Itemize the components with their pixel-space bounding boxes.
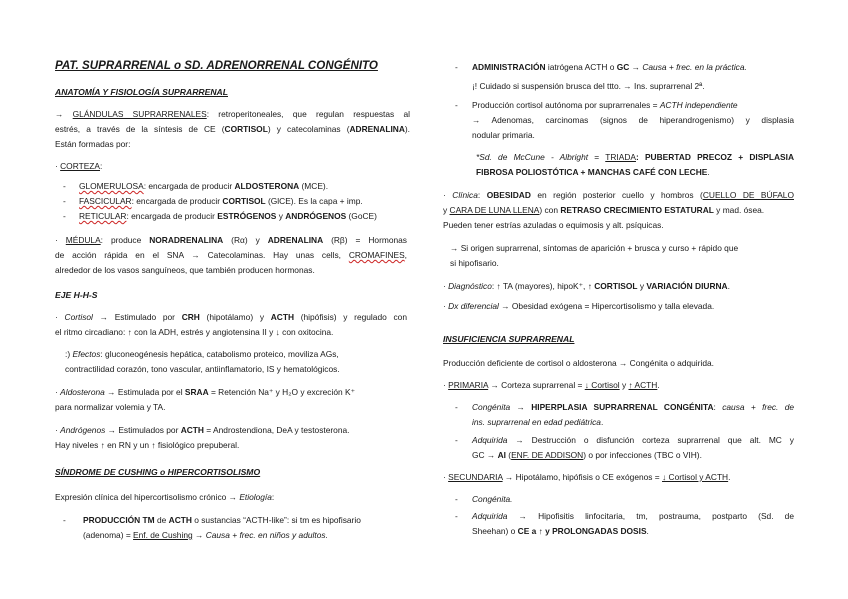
aldosterona-line-2: para normalizar volemia y TA. (55, 402, 166, 412)
produccion-line-1: PRODUCCIÓN TM de ACTH o sustancias “ACTH-like”: si tm es hipofisario (83, 515, 361, 525)
page-title: PAT. SUPRARRENAL o SD. ADRENORRENAL CONGÉNITO (55, 59, 378, 72)
list-dash: - (455, 402, 458, 412)
list-dash: - (455, 62, 458, 72)
glands-line-2: estrés, a través de la síntesis de CE (CORTISOL) y catecolaminas (ADRENALINA). (55, 124, 410, 134)
list-dash: - (455, 100, 458, 110)
dx-diferencial-line: · Dx diferencial → Obesidad exógena = Hipercortisolismo y talla elevada. (443, 301, 715, 311)
congenita-line-2: ins. suprarrenal en edad pediátrica. (472, 417, 604, 427)
medula-line-3: alrededor de los vasos sanguíneos, que también producen hormonas. (55, 265, 315, 275)
adquirida-line-1: Adquirida → Destrucción o disfunción corteza suprarrenal que alt. MC y (472, 435, 794, 445)
origen-line-1: → Si origen suprarrenal, síntomas de aparición + brusca y curso + rápido que (450, 243, 739, 253)
secundaria-line: · SECUNDARIA → Hipotálamo, hipófisis o CE exógenos = ↓ Cortisol y ACTH. (443, 472, 731, 482)
list-dash: - (63, 515, 66, 525)
list-item-fascicular: FASCICULAR: encargada de producir CORTISOL (GlCE). Es la capa + imp. (79, 196, 363, 206)
origen-line-2: si hipofisario. (450, 258, 499, 268)
congenita-line-1: Congénita → HIPERPLASIA SUPRARRENAL CONGÉNITA: causa + frec. de (472, 402, 795, 412)
cuidado-note: ¡! Cuidado si suspensión brusca del ttto. → Ins. suprarrenal 2ª. (472, 81, 705, 91)
secundaria-adquirida-line-2: Sheehan) o CE a ↑ y PROLONGADAS DOSIS. (472, 526, 649, 536)
list-dash: - (63, 211, 66, 221)
secundaria-congenita: Congénita. (472, 494, 513, 504)
list-dash: - (455, 435, 458, 445)
mccune-line-1: *Sd. de McCune - Albright = TRIADA: PUBERTAD PRECOZ + DISPLASIA (476, 152, 794, 162)
autonoma-line-3: nodular primaria. (472, 130, 535, 140)
mccune-line-2: FIBROSA POLIOSTÓTICA + MANCHAS CAFÉ CON LECHE. (476, 167, 710, 177)
list-item-glomerulosa: GLOMERULOSA: encargada de producir ALDOSTERONA (MCE). (79, 181, 329, 191)
androgenos-line-1: · Andrógenos → Estimulados por ACTH = Androstendiona, DeA y testosterona. (55, 425, 350, 435)
list-dash: - (63, 196, 66, 206)
autonoma-line-2: → Adenomas, carcinomas (signos de hiperandrogenismo) y displasia (472, 115, 794, 125)
insuficiencia-intro: Producción deficiente de cortisol o aldosterona → Congénita o adquirida. (443, 358, 714, 368)
administracion-line: ADMINISTRACIÓN iatrógena ACTH o GC → Causa + frec. en la práctica. (472, 62, 747, 72)
autonoma-line-1: Producción cortisol autónoma por suprarrenales = ACTH independiente (472, 100, 738, 110)
androgenos-line-2: Hay niveles ↑ en RN y un ↑ fisiológico prepuberal. (55, 440, 240, 450)
list-item-reticular: RETICULAR: encargada de producir ESTRÓGENOS y ANDRÓGENOS (GoCE) (79, 211, 377, 221)
medula-line-1: · MÉDULA: produce NORADRENALINA (Rα) y ADRENALINA (Rβ) = Hormonas (55, 235, 407, 245)
efectos-line-2: contractilidad corazón, tono vascular, antiinflamatorio, IS y hematológicos. (65, 364, 340, 374)
diagnostico-line: · Diagnóstico: ↑ TA (mayores), hipoK⁺, ↑ CORTISOL y VARIACIÓN DIURNA. (443, 281, 730, 291)
produccion-line-2: (adenoma) = Enf. de Cushing → Causa + frec. en niños y adultos. (83, 530, 328, 540)
cushing-intro: Expresión clínica del hipercortisolismo crónico → Etiología: (55, 492, 275, 502)
aldosterona-line-1: · Aldosterona → Estimulada por el SRAA = Retención Na⁺ y H₂O y excreción K⁺ (55, 387, 356, 397)
clinica-line-1: · Clínica: OBESIDAD en región posterior cuello y hombros (CUELLO DE BÚFALO (443, 190, 794, 200)
efectos-line-1: :) Efectos: gluconeogénesis hepática, catabolismo proteico, moviliza AGs, (65, 349, 339, 359)
insuficiencia-heading: INSUFICIENCIA SUPRARRENAL (443, 334, 575, 344)
glands-line-3: Están formadas por: (55, 139, 131, 149)
medula-line-2: de acción rápida en el SNA → Catecolaminas. Hay unas cells, CROMAFINES, (55, 250, 407, 260)
cortisol-line-1: · Cortisol → Estimulado por CRH (hipotálamo) y ACTH (hipófisis) y regulado con (55, 312, 407, 322)
clinica-line-3: Pueden tener estrías azuladas o equimosis y alt. psíquicas. (443, 220, 664, 230)
cushing-heading: SÍNDROME DE CUSHING o HIPERCORTISOLISMO (55, 467, 261, 477)
secundaria-adquirida-line-1: Adquirida → Hipofisitis linfocitaria, tm, postrauma, postparto (Sd. de (472, 511, 794, 521)
adquirida-line-2: GC → AI (ENF. DE ADDISON) o por infecciones (TBC o VIH). (472, 450, 702, 460)
anatomy-heading: ANATOMÍA Y FISIOLOGÍA SUPRARRENAL (55, 87, 228, 97)
clinica-line-2: y CARA DE LUNA LLENA) con RETRASO CRECIMIENTO ESTATURAL y mad. ósea. (443, 205, 765, 215)
axis-heading: EJE H-H-S (55, 290, 98, 300)
list-dash: - (455, 494, 458, 504)
list-dash: - (455, 511, 458, 521)
primaria-line: · PRIMARIA → Corteza suprarrenal = ↓ Cortisol y ↑ ACTH. (443, 380, 660, 390)
glands-line-1: → GLÁNDULAS SUPRARRENALES: retroperitoneales, que regulan respuestas al (55, 109, 411, 119)
list-dash: - (63, 181, 66, 191)
cortisol-line-2: el ritmo circadiano: ↑ con la ADH, estrés y angiotensina II y ↓ con oxitocina. (55, 327, 334, 337)
corteza-label: · CORTEZA: (55, 161, 103, 171)
